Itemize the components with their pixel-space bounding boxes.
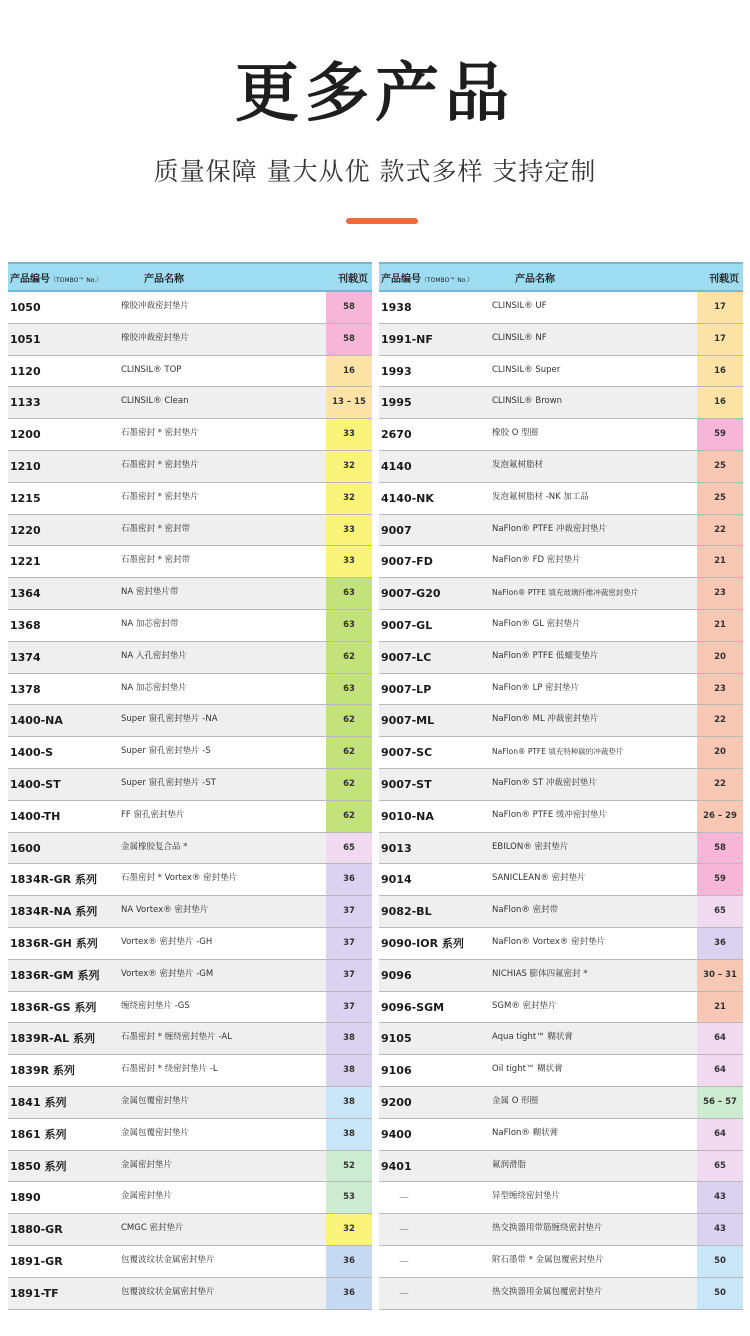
product-name: 橡胶冲裁密封垫片 (121, 301, 190, 311)
table-row (8, 515, 372, 547)
product-name: CLINSIL® TOP (121, 364, 182, 375)
page-number: 36 (697, 928, 743, 959)
table-row (379, 833, 743, 865)
table-row (379, 546, 743, 578)
product-code: 1834R-NA 系列 (10, 905, 98, 919)
table-header (379, 262, 743, 292)
table-row (8, 1182, 372, 1214)
page-number: 30 – 31 (697, 960, 743, 991)
page-number: 20 (697, 737, 743, 768)
header-page: 刊载页 (338, 273, 368, 285)
table-row (8, 483, 372, 515)
product-code: 9007-ML (381, 714, 435, 728)
product-name: NA 入孔密封垫片 (121, 650, 187, 661)
page-number: 58 (326, 324, 372, 355)
product-name: 金属密封垫片 (121, 1159, 173, 1170)
table-row (8, 1214, 372, 1246)
product-code: 9007-FD (381, 555, 433, 569)
product-code: 9200 (381, 1095, 412, 1109)
header-code: 产品编号（TOMBO™ No.） (381, 273, 474, 285)
product-name: SGM® 密封垫片 (492, 1000, 557, 1011)
product-name: 石墨密封 * 密封垫片 (121, 428, 199, 439)
product-name: FF 窗孔密封垫片 (121, 809, 185, 820)
product-name: 石墨密封 * 密封垫片 (121, 459, 199, 470)
product-name: NaFlon® GL 密封垫片 (492, 618, 581, 629)
table-row (8, 292, 372, 324)
product-code: 1400-NA (10, 714, 63, 728)
product-code: 1050 (10, 301, 41, 314)
page-number: 23 (697, 674, 743, 705)
product-name: NA Vortex® 密封垫片 (121, 905, 209, 916)
product-name: NA 密封垫片带 (121, 587, 179, 598)
page-number: 21 (697, 610, 743, 641)
page-number: 36 (326, 1278, 372, 1309)
product-name: CMGC 密封垫片 (121, 1223, 184, 1234)
product-code: 1400-S (10, 746, 54, 760)
table-row (8, 896, 372, 928)
product-name: Vortex® 密封垫片 -GM (121, 968, 214, 979)
table-row (8, 737, 372, 769)
page-number: 62 (326, 801, 372, 832)
product-name: 包覆波纹状金属密封垫片 (121, 1254, 215, 1265)
product-code: 1400-ST (10, 777, 61, 791)
product-code: 1890 (10, 1191, 41, 1205)
table-row (379, 960, 743, 992)
page-number: 59 (697, 864, 743, 895)
product-code: 1891-TF (10, 1286, 59, 1300)
table-row (379, 1151, 743, 1183)
product-code: 1991-NF (381, 332, 433, 346)
product-code: 1861 系列 (10, 1127, 67, 1141)
product-name: NaFlon® PTFE 缓冲密封垫片 (492, 809, 607, 820)
page-number: 17 (697, 292, 743, 323)
page-number: 50 (697, 1278, 743, 1309)
page-number: 21 (697, 546, 743, 577)
product-code: 1839R 系列 (10, 1064, 75, 1078)
product-name: NICHIAS 膨体四氟密封 * (492, 968, 588, 979)
table-row (379, 928, 743, 960)
page-number: 13 – 15 (326, 387, 372, 418)
product-code: 1836R-GH 系列 (10, 936, 98, 950)
table-row (379, 769, 743, 801)
page-subtitle: 质量保障 量大从优 款式多样 支持定制 (153, 157, 597, 186)
page-number: 62 (326, 737, 372, 768)
page-number: 21 (697, 992, 743, 1023)
product-code: 1600 (10, 841, 41, 855)
table-row (8, 419, 372, 451)
product-code: 9090-IOR 系列 (381, 936, 464, 950)
page-number: 32 (326, 451, 372, 482)
product-name: CLINSIL® NF (492, 332, 547, 343)
product-name: EBILON® 密封垫片 (492, 841, 569, 852)
table-row (379, 419, 743, 451)
product-name: 橡胶 O 型圈 (492, 428, 539, 439)
page-number: 23 (697, 578, 743, 609)
page-number: 36 (326, 864, 372, 895)
page-number: 37 (326, 960, 372, 991)
page-number: 33 (326, 419, 372, 450)
table-row (379, 896, 743, 928)
product-code: 9013 (381, 841, 412, 855)
page-number: 22 (697, 515, 743, 546)
product-name: CLINSIL® Brown (492, 396, 563, 407)
product-name: NaFlon® ST 冲裁密封垫片 (492, 777, 597, 788)
product-name: Super 窗孔密封垫片 -S (121, 746, 211, 757)
product-name: SANICLEAN® 密封垫片 (492, 873, 586, 884)
header-name: 产品名称 (144, 273, 184, 285)
table-row (8, 1023, 372, 1055)
product-name: CLINSIL® Super (492, 364, 561, 375)
product-code: 1378 (10, 682, 41, 696)
product-name: 金属橡胶复合品 * (121, 841, 188, 852)
product-name: 石墨密封 * 密封带 (121, 555, 191, 566)
product-name: NaFlon® 糊状膏 (492, 1127, 559, 1138)
product-table-right (379, 262, 743, 1310)
product-code: 9010-NA (381, 809, 434, 823)
table-row (8, 992, 372, 1024)
table-row (8, 864, 372, 896)
table-row (8, 642, 372, 674)
page-number: 38 (326, 1023, 372, 1054)
table-row (8, 546, 372, 578)
page-number: 22 (697, 769, 743, 800)
product-code: 9401 (381, 1159, 412, 1173)
product-name: 金属 O 形圈 (492, 1095, 539, 1106)
table-row (379, 992, 743, 1024)
product-code: 1834R-GR 系列 (10, 873, 97, 887)
table-row (379, 864, 743, 896)
table-row (8, 674, 372, 706)
product-code: 1836R-GS 系列 (10, 1000, 97, 1014)
page-number: 22 (697, 705, 743, 736)
product-name: CLINSIL® Clean (121, 396, 189, 407)
product-name: NA 加芯密封带 (121, 618, 179, 629)
product-code: — (399, 1287, 409, 1299)
table-row (379, 324, 743, 356)
product-code: 1850 系列 (10, 1159, 67, 1173)
table-row (8, 705, 372, 737)
product-code: 1841 系列 (10, 1095, 67, 1109)
page-number: 62 (326, 642, 372, 673)
page-number: 58 (326, 292, 372, 323)
product-name: NaFlon® PTFE 填充特种碳的冲裁垫片 (492, 747, 624, 757)
table-row (379, 1119, 743, 1151)
product-name: NaFlon® Vortex® 密封垫片 (492, 936, 606, 947)
table-row (379, 483, 743, 515)
table-row (8, 578, 372, 610)
product-name: 附石墨带 * 金属包覆密封垫片 (492, 1254, 604, 1265)
product-code: 4140-NK (381, 491, 434, 505)
table-row (379, 705, 743, 737)
product-code: 1133 (10, 396, 41, 410)
product-name: Super 窗孔密封垫片 -ST (121, 777, 216, 788)
product-name: 橡胶冲裁密封垫片 (121, 332, 190, 343)
product-name: Super 窗孔密封垫片 -NA (121, 714, 218, 725)
product-name: 包覆波纹状金属密封垫片 (121, 1286, 215, 1297)
product-code: 1374 (10, 650, 41, 664)
table-row (8, 1119, 372, 1151)
table-row (8, 1246, 372, 1278)
page-number: 63 (326, 578, 372, 609)
table-row (379, 801, 743, 833)
product-name: 氟润滑脂 (492, 1159, 527, 1170)
table-row (379, 1055, 743, 1087)
product-name: 热交换器用金属包覆密封垫片 (492, 1286, 603, 1297)
product-name: 发泡氟树脂材 (492, 459, 544, 470)
page-number: 65 (697, 1151, 743, 1182)
page-number: 16 (697, 356, 743, 387)
page-number: 32 (326, 1214, 372, 1245)
page-number: 62 (326, 769, 372, 800)
table-row (8, 1055, 372, 1087)
table-row (379, 356, 743, 388)
product-code: 1364 (10, 587, 41, 601)
table-row (8, 324, 372, 356)
product-table-left (8, 262, 372, 1310)
product-name: Aqua tight™ 糊状膏 (492, 1032, 573, 1043)
table-row (8, 928, 372, 960)
table-row (8, 387, 372, 419)
product-name: 异型缠绕密封垫片 (492, 1191, 561, 1202)
page-number: 62 (326, 705, 372, 736)
product-code: 1938 (381, 301, 412, 314)
product-code: — (399, 1224, 409, 1236)
table-row (379, 515, 743, 547)
product-code: — (399, 1192, 409, 1204)
page-number: 43 (697, 1182, 743, 1213)
page-number: 37 (326, 896, 372, 927)
product-code: — (399, 1255, 409, 1267)
product-name: NA 加芯密封垫片 (121, 682, 187, 693)
table-row (379, 1023, 743, 1055)
product-code: 9007-GL (381, 618, 433, 632)
table-row (379, 1246, 743, 1278)
page-number: 38 (326, 1119, 372, 1150)
table-row (379, 1214, 743, 1246)
product-code: 9007-ST (381, 777, 432, 791)
product-name: 发泡氟树脂材 -NK 加工品 (492, 491, 589, 502)
product-code: 1400-TH (10, 809, 61, 823)
page-number: 37 (326, 992, 372, 1023)
table-row (8, 833, 372, 865)
table-row (379, 1182, 743, 1214)
page-number: 64 (697, 1055, 743, 1086)
product-code: 9007 (381, 523, 412, 537)
table-row (379, 387, 743, 419)
product-code: 2670 (381, 428, 412, 442)
page-number: 37 (326, 928, 372, 959)
page-number: 52 (326, 1151, 372, 1182)
table-body (8, 292, 372, 1310)
page-number: 36 (326, 1246, 372, 1277)
product-name: NaFlon® PTFE 冲裁密封垫片 (492, 523, 607, 534)
product-code: 9007-LC (381, 650, 432, 664)
product-name: 石墨密封 * 缠绕密封垫片 -AL (121, 1032, 232, 1043)
page-number: 16 (697, 387, 743, 418)
page-number: 58 (697, 833, 743, 864)
product-code: 1120 (10, 364, 41, 378)
table-row (8, 1151, 372, 1183)
table-row (8, 610, 372, 642)
table-row (8, 356, 372, 388)
page-title: 更多产品 (235, 57, 515, 131)
product-name: 缠绕密封垫片 -GS (121, 1000, 190, 1011)
page-number: 17 (697, 324, 743, 355)
product-code: 9007-SC (381, 746, 433, 760)
product-name: NaFlon® ML 冲裁密封垫片 (492, 714, 599, 725)
product-code: 1839R-AL 系列 (10, 1032, 96, 1046)
product-code: 1880-GR (10, 1223, 63, 1237)
product-code: 1995 (381, 396, 412, 410)
product-name: 金属密封垫片 (121, 1191, 173, 1202)
accent-bar (346, 218, 418, 224)
product-code: 9007-LP (381, 682, 432, 696)
product-name: 金属包覆密封垫片 (121, 1095, 190, 1106)
table-header (8, 262, 372, 292)
table-row (379, 674, 743, 706)
page-number: 64 (697, 1023, 743, 1054)
page-number: 63 (326, 674, 372, 705)
product-code: 1891-GR (10, 1254, 63, 1268)
table-row (379, 292, 743, 324)
product-name: 金属包覆密封垫片 (121, 1127, 190, 1138)
page-number: 33 (326, 546, 372, 577)
product-code: 1210 (10, 459, 41, 473)
product-name: 热交换器用带筋缠绕密封垫片 (492, 1223, 603, 1234)
page-number: 38 (326, 1087, 372, 1118)
table-row (8, 960, 372, 992)
product-code: 1215 (10, 491, 41, 505)
product-code: 9400 (381, 1127, 412, 1141)
product-name: NaFlon® PTFE 填充玻璃纤维冲裁密封垫片 (492, 588, 639, 598)
table-row (8, 1087, 372, 1119)
table-row (8, 801, 372, 833)
product-code: 1051 (10, 332, 41, 346)
page-number: 65 (697, 896, 743, 927)
page-number: 25 (697, 483, 743, 514)
table-row (8, 1278, 372, 1310)
page-number: 64 (697, 1119, 743, 1150)
product-code: 1220 (10, 523, 41, 537)
header-page: 刊载页 (709, 273, 739, 285)
product-code: 9014 (381, 873, 412, 887)
page-number: 50 (697, 1246, 743, 1277)
page-number: 63 (326, 610, 372, 641)
product-name: NaFlon® 密封带 (492, 905, 559, 916)
product-name: Oil tight™ 糊状膏 (492, 1064, 563, 1075)
product-name: Vortex® 密封垫片 -GH (121, 936, 213, 947)
product-name: 石墨密封 * 密封垫片 (121, 491, 199, 502)
table-body (379, 292, 743, 1310)
page-number: 38 (326, 1055, 372, 1086)
page-number: 16 (326, 356, 372, 387)
table-row (379, 1278, 743, 1310)
page-number: 53 (326, 1182, 372, 1213)
product-code: 9105 (381, 1032, 412, 1046)
product-code: 1836R-GM 系列 (10, 968, 100, 982)
product-name: NaFlon® FD 密封垫片 (492, 555, 581, 566)
product-name: CLINSIL® UF (492, 301, 547, 311)
table-row (379, 610, 743, 642)
table-row (379, 578, 743, 610)
table-row (379, 737, 743, 769)
page-number: 25 (697, 451, 743, 482)
product-name: NaFlon® LP 密封垫片 (492, 682, 580, 693)
product-name: 石墨密封 * 绕密封垫片 -L (121, 1064, 218, 1075)
product-code: 4140 (381, 459, 412, 473)
header-name: 产品名称 (515, 273, 555, 285)
page-number: 59 (697, 419, 743, 450)
table-row (379, 451, 743, 483)
product-code: 1200 (10, 428, 41, 442)
product-code: 1221 (10, 555, 41, 569)
page-number: 20 (697, 642, 743, 673)
page-number: 65 (326, 833, 372, 864)
product-code: 1368 (10, 618, 41, 632)
header-code: 产品编号（TOMBO™ No.） (10, 273, 103, 285)
table-row (8, 769, 372, 801)
page-number: 43 (697, 1214, 743, 1245)
page-number: 56 – 57 (697, 1087, 743, 1118)
product-code: 1993 (381, 364, 412, 378)
page-number: 26 – 29 (697, 801, 743, 832)
product-name: 石墨密封 * Vortex® 密封垫片 (121, 873, 238, 884)
page-number: 33 (326, 515, 372, 546)
table-row (379, 642, 743, 674)
page-number: 32 (326, 483, 372, 514)
product-code: 9096 (381, 968, 412, 982)
product-code: 9007-G20 (381, 587, 441, 601)
product-name: NaFlon® PTFE 低蠕变垫片 (492, 650, 599, 661)
product-name: 石墨密封 * 密封带 (121, 523, 191, 534)
table-row (8, 451, 372, 483)
product-code: 9106 (381, 1064, 412, 1078)
product-code: 9096-SGM (381, 1000, 445, 1014)
table-row (379, 1087, 743, 1119)
product-code: 9082-BL (381, 905, 432, 919)
